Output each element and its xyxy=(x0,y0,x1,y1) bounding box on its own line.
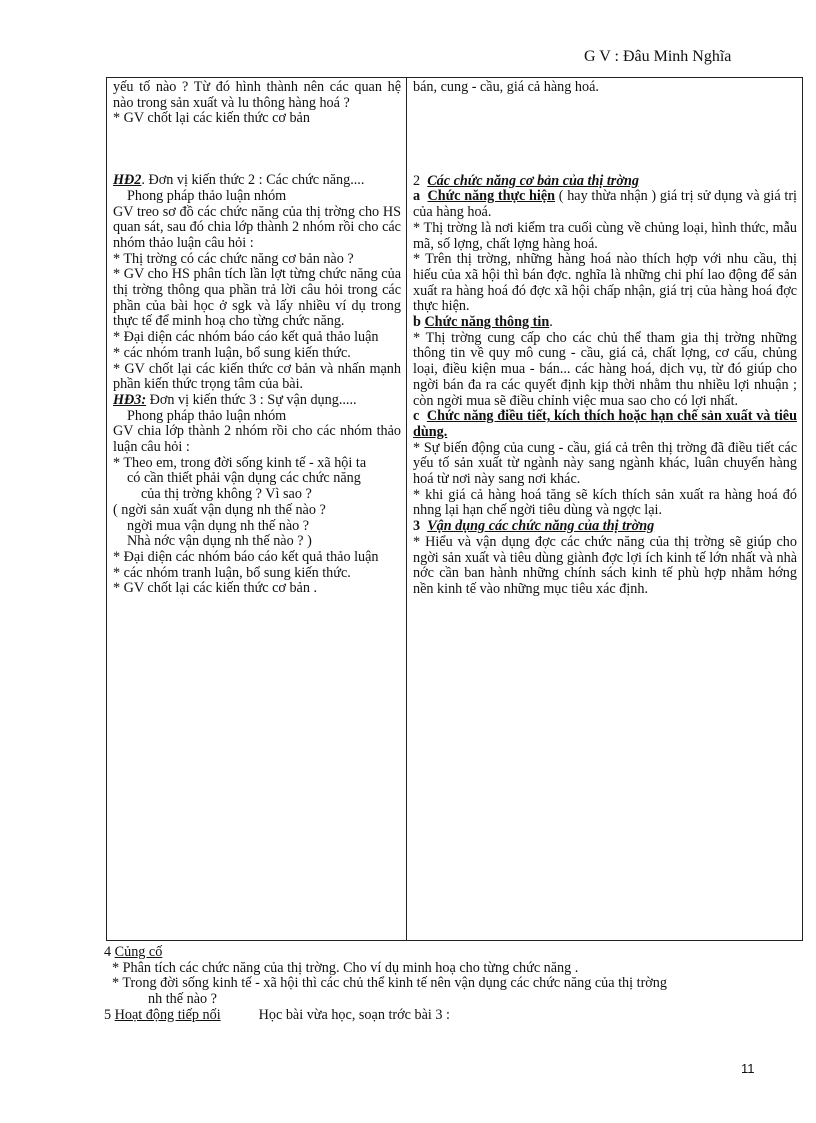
section-5-title: Hoạt động tiếp nối xyxy=(114,1006,221,1023)
section-3-heading xyxy=(413,519,797,535)
left-para-3: Phong pháp thảo luận nhóm xyxy=(127,187,287,204)
left-para-7: * Đại diện các nhóm báo cáo kết quả thảo luận xyxy=(113,329,379,346)
section-4-number: 4 xyxy=(104,944,112,960)
a-text: ( hay thừa nhận ) giá trị sử dụng và giá trị của hàng hoá. xyxy=(413,188,797,221)
left-para-15: ( ngời sản xuất vận dụng nh thế nào ? xyxy=(113,501,326,518)
left-para-17: Nhà nớc vận dụng nh thế nào ? ) xyxy=(127,533,312,550)
right-para-1: bán, cung - cầu, giá cả hàng hoá. xyxy=(413,79,599,95)
a-title: Chức năng thực hiện xyxy=(427,188,556,205)
footer-para-3: nh thế nào ? xyxy=(148,991,217,1008)
left-para-16: ngời mua vận dụng nh thế nào ? xyxy=(127,517,310,534)
function-a xyxy=(413,189,797,220)
b-title: Chức năng thông tin xyxy=(424,314,550,331)
hd2-label: HĐ2 xyxy=(113,172,142,189)
section-3-title: Vận dụng các chức năng của thị trờng xyxy=(427,518,655,535)
left-para-6: * GV cho HS phân tích lần lợt từng chức năng của thị trờng thông qua phần trả lời câu hỏi trong các phần của bài học ở sgk và lấy nhiều ví dụ trong thực tế để minh hoạ cho từng chức năng. xyxy=(113,266,401,330)
section-2-number: 2 xyxy=(413,172,421,189)
c-label: c xyxy=(413,408,420,425)
right-para-2: * Thị trờng là nơi kiểm tra cuối cùng về chủng loại, hình thức, mẫu mã, số lợng, chất lợng hàng hoá. xyxy=(413,219,797,252)
section-5-heading xyxy=(104,1008,764,1024)
left-para-1: yếu tố nào ? Từ đó hình thành nên các quan hệ nào trong sản xuất và lu thông hàng hoá ? xyxy=(113,79,401,111)
page-number: 11 xyxy=(741,1061,755,1076)
section-4-title: Củng cố xyxy=(114,944,163,960)
footer-para-2: * Trong đời sống kinh tế - xã hội thì các chủ thể kinh tế nên vận dụng các chức năng của thị trờng xyxy=(112,975,667,992)
left-para-18: * Đại diện các nhóm báo cáo kết quả thảo luận xyxy=(113,548,379,565)
left-para-5: * Thị trờng có các chức năng cơ bản nào ? xyxy=(113,250,354,267)
content-column xyxy=(407,78,803,941)
right-para-7: * Hiểu và vận dụng đợc các chức năng của thị trờng sẽ giúp cho ngời sản xuất và tiêu dùng giành đợc lợi ích kinh tế lớn nhất và nhà nớc cần ban hành những chính sách kinh tế phù hợp nhằm hớng nền kinh tế vào những mục tiêu xác định. xyxy=(413,533,797,597)
section-2-title: Các chức năng cơ bản của thị trờng xyxy=(427,172,639,189)
teacher-activities-column xyxy=(107,78,407,941)
lesson-footer xyxy=(104,945,764,1024)
c-title: Chức năng điều tiết, kích thích hoặc hạn chế sản xuất và tiêu dùng. xyxy=(413,408,797,440)
left-para-8: * các nhóm tranh luận, bổ sung kiến thức. xyxy=(113,344,351,361)
left-para-2: * GV chốt lại các kiến thức cơ bản xyxy=(113,110,310,127)
right-para-5: * Sự biến động của cung - cầu, giá cả trên thị trờng đã điều tiết các yếu tố sản xuất từ ngành này sang ngành khác, luân chuyển hàng hoá từ nơi này sang nơi khác. xyxy=(413,439,797,488)
function-b: b Chức năng thông tin. xyxy=(413,314,553,331)
section-5-number: 5 xyxy=(104,1006,112,1023)
left-para-11: GV chia lớp thành 2 nhóm rồi cho các nhóm thảo luận câu hỏi : xyxy=(113,423,401,456)
left-para-19: * các nhóm tranh luận, bổ sung kiến thức. xyxy=(113,564,351,581)
section-4-heading xyxy=(104,945,764,961)
hd2-text: . Đơn vị kiến thức 2 : Các chức năng.... xyxy=(141,172,365,189)
right-para-6: * khi giá cả hàng hoá tăng sẽ kích thích sản xuất ra hàng hoá đó nhng lại hạn chế ngời tiêu dùng và ngợc lại. xyxy=(413,486,797,519)
left-para-13: có cần thiết phải vận dụng các chức năng xyxy=(127,470,361,487)
right-para-4: * Thị trờng cung cấp cho các chủ thể tham gia thị trờng những thông tin về quy mô cung - cầu, giá cả, chất lợng, cơ cấu, chủng loại, điều kiện mua - bán... các hàng hoá, dịch vụ, từ đó giúp cho ngời bán đa ra các quyết định kịp thời nhằm thu nhiều lợi nhuận ; còn ngời mua sẽ điều chỉnh việc mua sao cho có lợi nhất. xyxy=(413,329,797,409)
left-para-9: * GV chốt lại các kiến thức cơ bản và nhấn mạnh phần kiến thức trọng tâm của bài. xyxy=(113,360,401,393)
section-2-heading xyxy=(413,174,797,190)
right-para-3: * Trên thị trờng, những hàng hoá nào thích hợp với nhu cầu, thị hiếu của xã hội thì bán đợc. nghĩa là những chi phí lao động để sản xuất ra hàng hoá đó đợc xã hội chấp nhận, giá trị của hàng hoá đợc thực hiện. xyxy=(413,251,797,315)
section-5-text: Học bài vừa học, soạn trớc bài 3 : xyxy=(258,1006,450,1023)
footer-para-1: * Phân tích các chức năng của thị trờng. Cho ví dụ minh hoạ cho từng chức năng . xyxy=(112,959,579,976)
section-3-number: 3 xyxy=(413,518,421,535)
b-label: b xyxy=(413,314,421,331)
left-para-12: * Theo em, trong đời sống kinh tế - xã hội ta xyxy=(113,454,367,471)
left-para-20: * GV chốt lại các kiến thức cơ bản . xyxy=(113,580,318,597)
hd3-text: Đơn vị kiến thức 3 : Sự vận dụng..... xyxy=(146,391,357,408)
a-label: a xyxy=(413,188,421,205)
activity-2-heading xyxy=(113,173,401,189)
left-para-10: Phong pháp thảo luận nhóm xyxy=(127,407,287,424)
left-para-14: của thị trờng không ? Vì sao ? xyxy=(141,486,312,503)
lesson-table xyxy=(106,77,803,941)
teacher-header: G V : Đâu Minh Nghĩa xyxy=(584,48,732,65)
activity-3-heading xyxy=(113,393,401,409)
function-c xyxy=(413,409,797,440)
hd3-label: HĐ3: xyxy=(113,391,147,408)
left-para-4: GV treo sơ đồ các chức năng của thị trờng cho HS quan sát, sau đó chia lớp thành 2 nhóm rồi cho các nhóm thảo luận câu hỏi : xyxy=(113,203,401,251)
